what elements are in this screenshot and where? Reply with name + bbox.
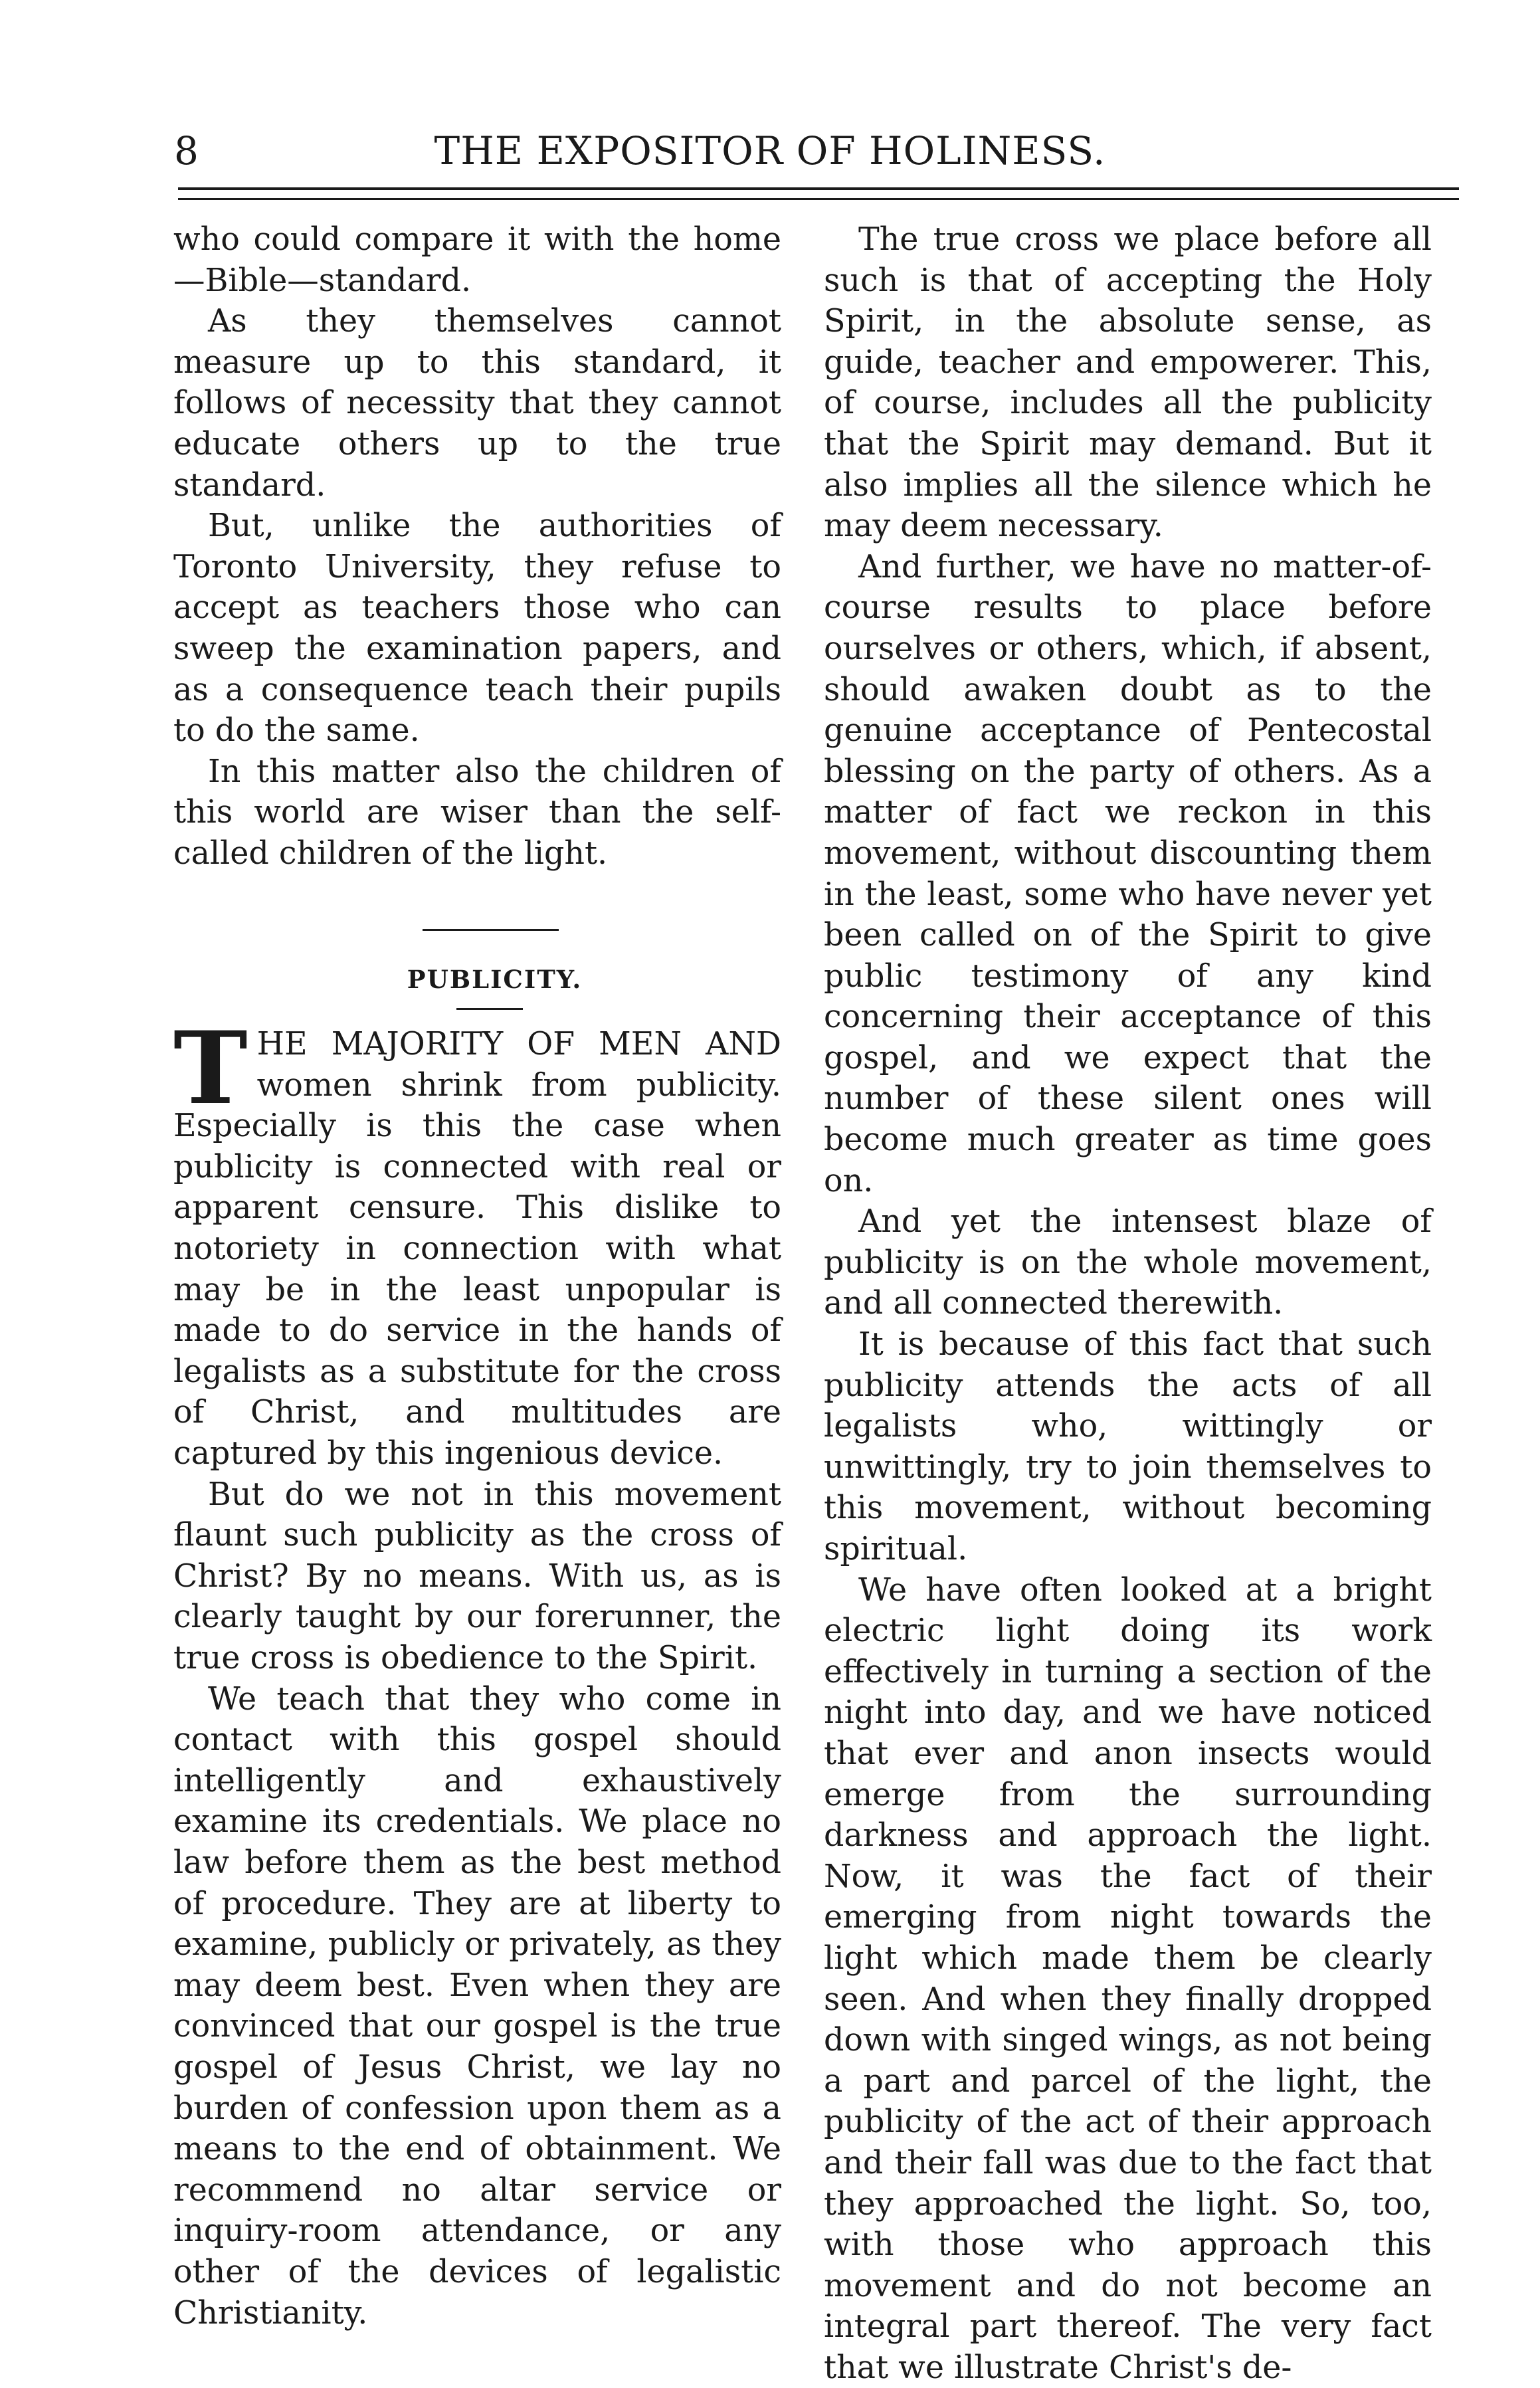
heading-rule (173, 1000, 781, 1024)
running-title: THE EXPOSITOR OF HOLINESS. (434, 128, 1106, 173)
paragraph: We teach that they who come in contact with this gospel should intelligently and exhaustively examine its credentials. We place no law before them as the best method of procedure. They are at liberty to examine, publicly or privately, as they may deem best. Even when they are convinced that our gospel is the true gospel of Jesus Christ, we lay no burden of confession upon them as a means to the end of obtainment. We recommend no altar service or inquiry-room attendance, or any other of the devices of legalistic Christianity. (173, 1680, 781, 2332)
page-number: 8 (174, 128, 199, 173)
paragraph: But do we not in this movement flaunt such publicity as the cross of Christ? By no means. With us, as is clearly taught by our forerunner, the true cross is obedience to the Spirit. (173, 1476, 781, 1676)
right-column (824, 219, 1432, 2388)
paragraph: And yet the intensest blaze of publicity is on the whole movement, and all connected therewith. (824, 1203, 1432, 1322)
left-column (173, 219, 781, 2334)
paragraph-with-dropcap (173, 1010, 781, 1474)
paragraph: The true cross we place before all such is that of accepting the Holy Spirit, in the absolute sense, as guide, teacher and empowerer. This, of course, includes all the publicity that the Spirit may demand. But it also implies all the silence which he may deem necessary. (824, 221, 1432, 545)
paragraph: And further, we have no matter-of-course results to place before ourselves or others, which, if absent, should awaken doubt as to the genuine acceptance of Pentecostal blessing on the party of others. As a matter of fact we reckon in this movement, without discounting them in the least, some who have never yet been called on of the Spirit to give public testimony of any kind concerning their acceptance of this gospel, and we expect that the number of these silent ones will become much greater as time goes on. (824, 548, 1432, 1199)
dropcap: T (173, 1010, 248, 1128)
paragraph: As they themselves cannot measure up to this standard, it follows of necessity that they cannot educate others up to the true standard. (173, 303, 781, 504)
section-divider (173, 874, 781, 959)
paragraph-text: HE majority of men and women shrink from publicity. Especially is this the case when publicity is connected with real or apparent censure. This dislike to notoriety in connection with what may be in the least unpopular is made to do service in the hands of legalists as a substitute for the cross of Christ, and multitudes are captured by this ingenious device. (173, 1026, 781, 1472)
section-heading: PUBLICITY. (407, 964, 583, 994)
header-rule-bottom (178, 198, 1459, 200)
paragraph: In this matter also the children of this world are wiser than the self-called children of the light. (173, 753, 781, 872)
paragraph: who could compare it with the home—Bible—standard. (173, 221, 781, 299)
paragraph: We have often looked at a bright electric light doing its work effectively in turning a section of the night into day, and we have noticed that ever and anon insects would emerge from the surrounding darkness and approach the light. Now, it was the fact of their emerging from night towards the light which made them be clearly seen. And when they finally dropped down with singed wings, as not being a part and parcel of the light, the publicity of the act of their approach and their fall was due to the fact that they approached the light. So, too, with those who approach this movement and do not become an integral part thereof. The very fact that we illustrate Christ's de- (824, 1571, 1432, 2386)
paragraph: It is because of this fact that such publicity attends the acts of all legalists who, wittingly or unwittingly, try to join themselves to this movement, without becoming spiritual. (824, 1326, 1432, 1567)
header-rule-top (178, 187, 1459, 190)
paragraph: But, unlike the authorities of Toronto University, they refuse to accept as teachers those who can sweep the examination papers, and as a consequence teach their pupils to do the same. (173, 508, 781, 749)
